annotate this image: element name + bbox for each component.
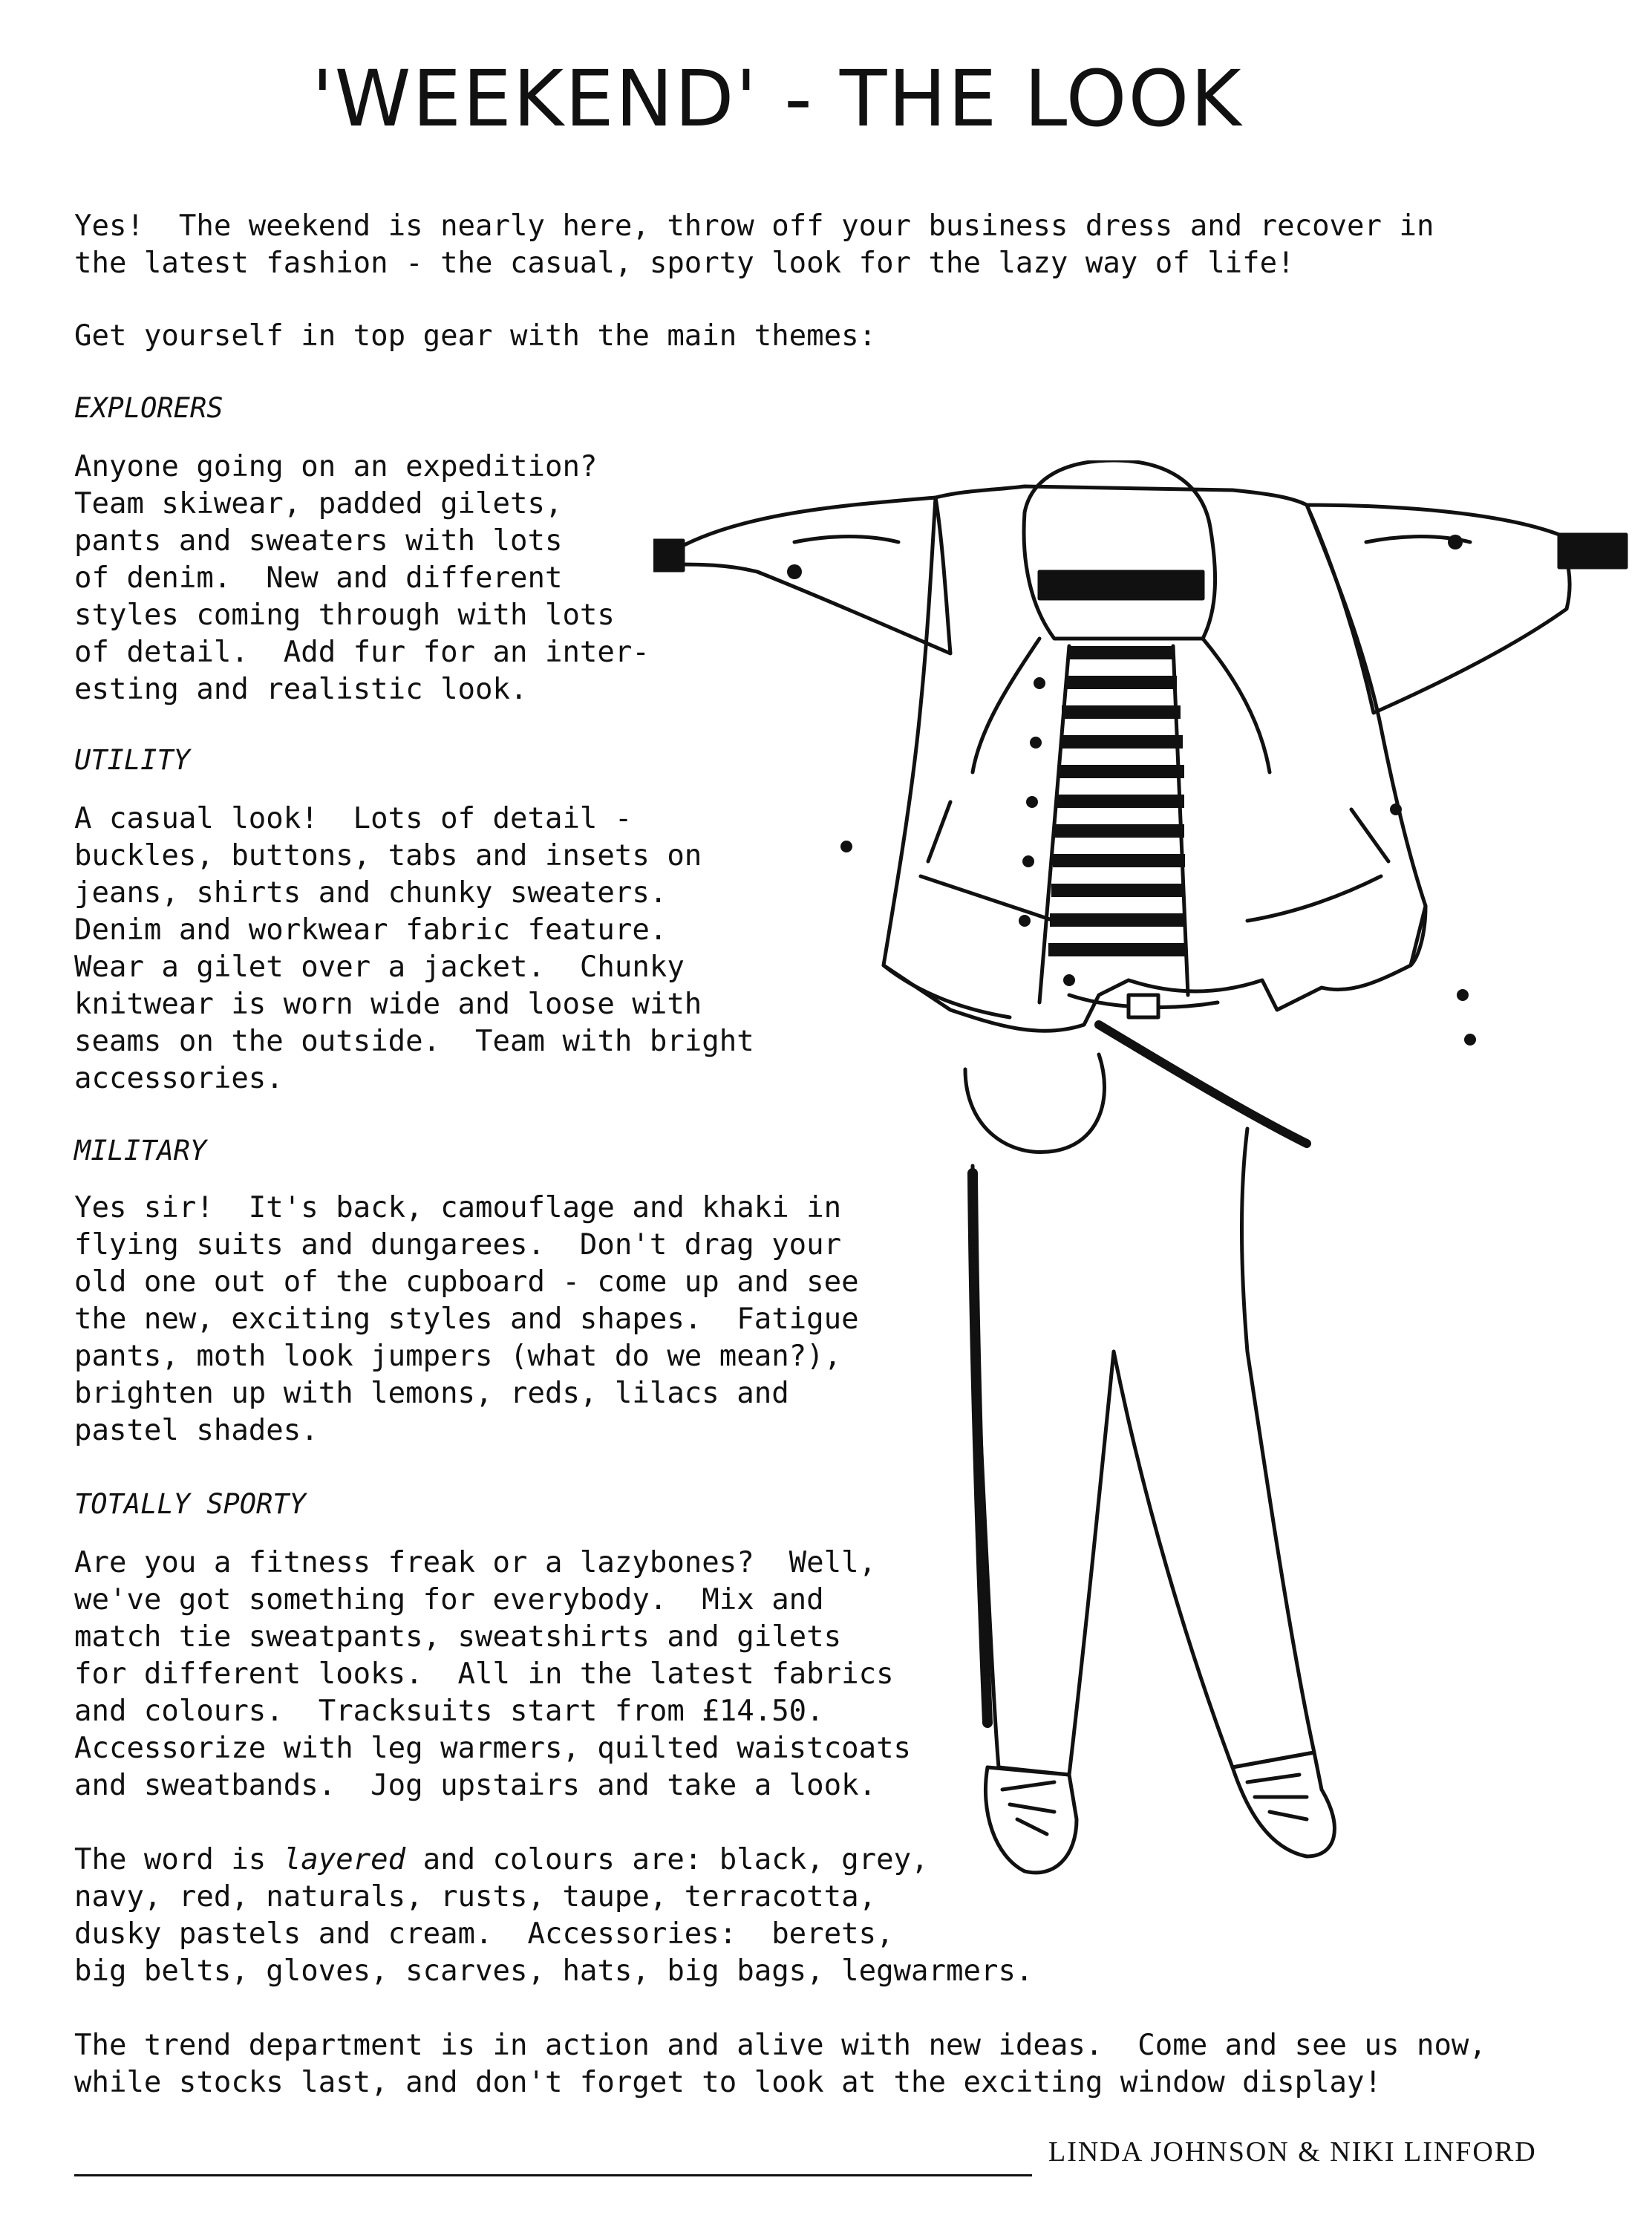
text-line: pants, moth look jumpers (what do we mean?), <box>74 1340 842 1373</box>
text-line: match tie sweatpants, sweatshirts and gilets <box>74 1620 842 1654</box>
left-sleeve <box>676 498 950 653</box>
left-cuff <box>653 541 683 570</box>
colours-prefix: The word is <box>74 1843 284 1876</box>
text-line: Team skiwear, padded gilets, <box>74 487 563 521</box>
intro-line: Yes! The weekend is nearly here, throw off your business dress and recover in <box>74 209 1434 243</box>
text-line: dusky pastels and cream. Accessories: berets, <box>74 1917 894 1951</box>
left-shoe <box>985 1767 1077 1873</box>
text-line: seams on the outside. Team with bright <box>74 1025 754 1058</box>
text-line: accessories. <box>74 1062 284 1095</box>
bag-strap <box>1099 1025 1307 1144</box>
striped-sweater <box>1048 646 1185 956</box>
section-heading-totally-sporty: TOTALLY SPORTY <box>74 1488 306 1520</box>
section-heading-utility: UTILITY <box>74 744 190 776</box>
text-line: esting and realistic look. <box>74 673 528 706</box>
text-line: old one out of the cupboard - come up and see <box>74 1265 859 1299</box>
signature-line <box>74 2174 1032 2176</box>
trousers <box>973 1129 1314 1775</box>
text-line: for different looks. All in the latest fabrics <box>74 1657 894 1691</box>
text-line: Anyone going on an expedition? <box>74 450 598 483</box>
text-line: A casual look! Lots of detail - <box>74 802 633 835</box>
text-line: big belts, gloves, scarves, hats, big bags, legwarmers. <box>74 1954 1034 1988</box>
text-line: the new, exciting styles and shapes. Fatigue <box>74 1302 859 1336</box>
intro-line: the latest fashion - the casual, sporty look for the lazy way of life! <box>74 247 1295 280</box>
text-line: pants and sweaters with lots <box>74 524 563 558</box>
colours-emphasis: layered <box>283 1843 406 1876</box>
text-line: buckles, buttons, tabs and insets on <box>74 839 702 873</box>
fashion-illustration <box>653 460 1648 1886</box>
section-heading-military: MILITARY <box>74 1135 207 1167</box>
text-line: Are you a fitness freak or a lazybones? Well, <box>74 1546 877 1579</box>
text-line: The trend department is in action and alive with new ideas. Come and see us now, <box>74 2029 1486 2062</box>
text-line: of detail. Add fur for an inter- <box>74 636 650 669</box>
bag <box>965 1054 1105 1152</box>
text-line: Wear a gilet over a jacket. Chunky <box>74 950 685 984</box>
section-heading-explorers: EXPLORERS <box>74 392 223 424</box>
page-title: 'WEEKEND' - THE LOOK <box>312 53 1243 144</box>
colours-rest: and colours are: black, grey, <box>405 1843 929 1876</box>
signature: LINDA JOHNSON & NIKI LINFORD <box>1048 2136 1537 2168</box>
text-line: Yes sir! It's back, camouflage and khaki in <box>74 1191 842 1224</box>
right-cuff <box>1559 535 1626 567</box>
text-line: and colours. Tracksuits start from £14.50. <box>74 1695 824 1728</box>
text-line: styles coming through with lots <box>74 599 615 632</box>
closing-paragraph <box>74 2027 1486 2101</box>
text-line: while stocks last, and don't forget to look at the exciting window display! <box>74 2066 1382 2099</box>
text-line: and sweatbands. Jog upstairs and take a look. <box>74 1769 877 1802</box>
text-line: of denim. New and different <box>74 561 563 595</box>
section-body-utility <box>74 800 754 1098</box>
text-line: brighten up with lemons, reds, lilacs and <box>74 1377 789 1410</box>
text-line: knitwear is worn wide and loose with <box>74 988 702 1021</box>
text-line: we've got something for everybody. Mix and <box>74 1583 824 1617</box>
head-band <box>1039 572 1203 599</box>
text-line: flying suits and dungarees. Don't drag your <box>74 1228 842 1262</box>
text-line: Accessorize with leg warmers, quilted waistcoats <box>74 1732 912 1765</box>
themes-intro: Get yourself in top gear with the main themes: <box>74 319 877 353</box>
text-line: jeans, shirts and chunky sweaters. <box>74 876 667 910</box>
text-line: navy, red, naturals, rusts, taupe, terracotta, <box>74 1880 877 1914</box>
intro-paragraph <box>74 208 1434 282</box>
text-line: Denim and workwear fabric feature. <box>74 913 667 947</box>
section-body-explorers <box>74 449 650 708</box>
right-shoe <box>1233 1752 1334 1856</box>
text-line: pastel shades. <box>74 1414 319 1447</box>
